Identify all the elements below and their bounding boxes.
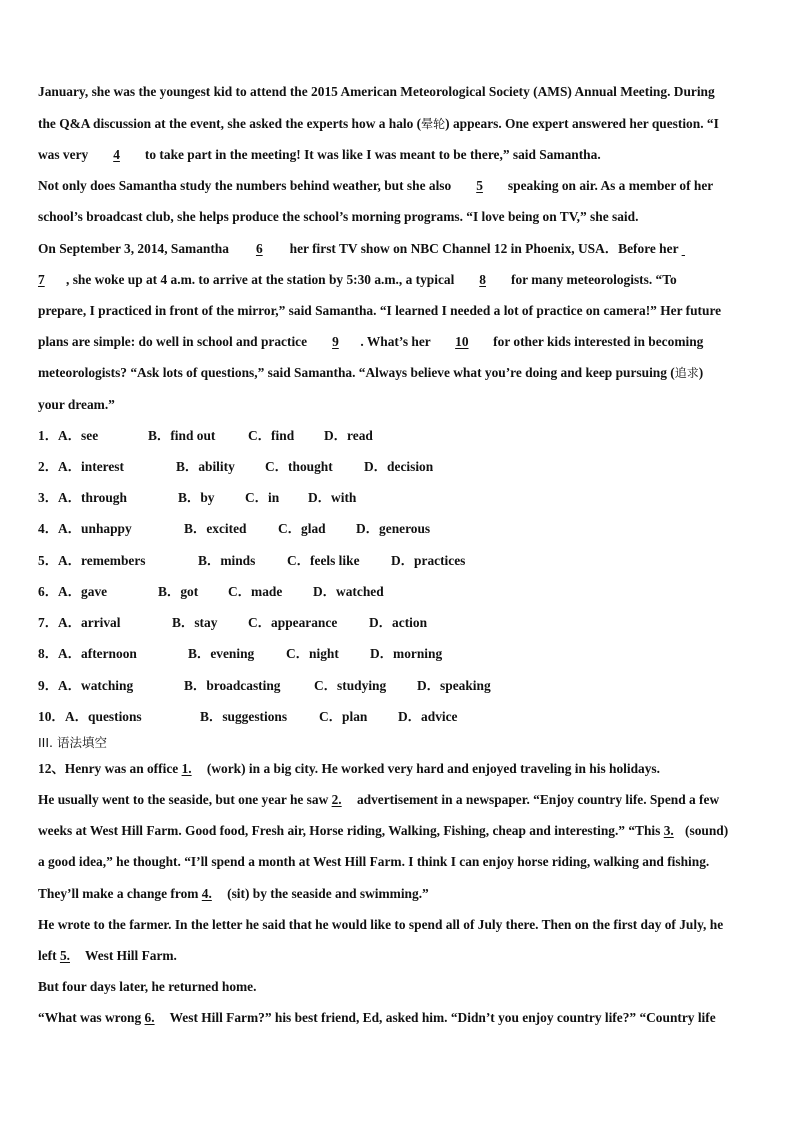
blank-6[interactable]: 6 <box>255 241 263 256</box>
grammar-text: (sit) by the seaside and swimming.” <box>223 886 429 901</box>
option-choice-d[interactable]: D．speaking <box>417 678 491 693</box>
passage-text: speaking on air. As a member of her <box>504 178 714 193</box>
option-choice-c[interactable]: C．plan <box>319 709 368 724</box>
passage-text: to take part in the meeting! It was like I was meant to be there,” said Samantha. <box>141 147 601 162</box>
grammar-text: He wrote to the farmer. In the letter he said that he would like to spend all of July there. Then on the first day of July, he <box>38 917 724 932</box>
passage-text: the Q&A discussion at the event, she asked the experts how a halo ( <box>38 116 422 131</box>
grammar-blank-6[interactable]: 6. <box>144 1010 155 1025</box>
option-choice-c[interactable]: C．night <box>286 646 339 661</box>
passage-text: , she woke up at 4 a.m. to arrive at the station by 5:30 a.m., a typical <box>66 272 458 287</box>
question-number: 6． <box>38 584 59 599</box>
option-choice-d[interactable]: D．read <box>324 428 373 443</box>
option-choice-a[interactable]: A．see <box>58 428 99 443</box>
passage-text: your dream.” <box>38 397 115 412</box>
option-choice-d[interactable]: D．decision <box>364 459 434 474</box>
question-number: 3． <box>38 490 59 505</box>
option-choice-a[interactable]: A．remembers <box>58 553 146 568</box>
option-choice-b[interactable]: B．by <box>178 490 215 505</box>
passage-line <box>38 209 638 225</box>
blank-7-start <box>682 241 704 257</box>
option-choice-c[interactable]: C．made <box>228 584 283 599</box>
passage-line <box>38 84 715 100</box>
option-choice-a[interactable]: A．arrival <box>58 615 121 630</box>
option-choice-d[interactable]: D．advice <box>398 709 458 724</box>
passage-text: her first TV show on NBC Channel 12 in Phoenix, USA．Before her <box>286 241 682 256</box>
option-choice-c[interactable]: C．feels like <box>287 553 360 568</box>
grammar-blank-5[interactable]: 5. <box>59 948 70 963</box>
option-choice-b[interactable]: B．evening <box>188 646 255 661</box>
passage-line <box>38 116 719 132</box>
option-choice-b[interactable]: B．got <box>158 584 199 599</box>
grammar-text: a good idea,” he thought. “I’ll spend a month at West Hill Farm. I think I can enjoy horse riding, walking and fishing. <box>38 854 710 869</box>
passage-text: ) appears. One expert answered her question. “I <box>445 116 719 131</box>
passage-text: Not only does Samantha study the numbers behind weather, but she also <box>38 178 455 193</box>
question-number: 4． <box>38 521 59 536</box>
option-choice-d[interactable]: D．practices <box>391 553 466 568</box>
passage-text: . What’s her <box>360 334 434 349</box>
passage-text: prepare, I practiced in front of the mirror,” said Samantha. “I learned I needed a lot of practice on camera!” Her future <box>38 303 722 318</box>
grammar-line <box>38 1010 716 1026</box>
option-choice-d[interactable]: D．morning <box>370 646 443 661</box>
blank-9[interactable]: 9 <box>332 334 339 349</box>
chinese-gloss: 晕轮 <box>421 117 446 131</box>
passage-line <box>38 365 703 381</box>
grammar-blank-1[interactable]: 1. <box>181 761 192 776</box>
grammar-text: 12、Henry was an office <box>38 761 182 776</box>
grammar-blank-3[interactable]: 3. <box>663 823 674 838</box>
option-choice-a[interactable]: A．through <box>58 490 127 505</box>
grammar-line <box>38 823 728 839</box>
grammar-line <box>38 917 723 933</box>
option-choice-b[interactable]: B．minds <box>198 553 256 568</box>
blank-7[interactable]: 7 <box>38 272 45 287</box>
passage-text: January, she was the youngest kid to attend the 2015 American Meteorological Society (AMS) Annual Meeting. During <box>38 84 715 99</box>
option-choice-c[interactable]: C．find <box>248 428 295 443</box>
option-choice-c[interactable]: C．thought <box>265 459 333 474</box>
option-choice-c[interactable]: C．studying <box>314 678 387 693</box>
passage-text: plans are simple: do well in school and practice <box>38 334 311 349</box>
grammar-text: weeks at West Hill Farm. Good food, Fresh air, Horse riding, Walking, Fishing, cheap and interesting.” “This <box>38 823 664 838</box>
question-number: 9． <box>38 678 59 693</box>
passage-text: ) <box>698 365 704 380</box>
passage-text: school’s broadcast club, she helps produce the school’s morning programs. “I love being on TV,” she said. <box>38 209 639 224</box>
question-number: 5． <box>38 553 59 568</box>
option-choice-c[interactable]: C．in <box>245 490 280 505</box>
option-choice-a[interactable]: A．watching <box>58 678 134 693</box>
passage-text: was very <box>38 147 92 162</box>
option-choice-c[interactable]: C．glad <box>278 521 326 536</box>
section-title: III. 语法填空 <box>38 735 108 750</box>
blank-8[interactable]: 8 <box>479 272 486 287</box>
grammar-blank-4[interactable]: 4. <box>201 886 212 901</box>
passage-line <box>38 397 115 413</box>
option-choice-c[interactable]: C．appearance <box>248 615 338 630</box>
grammar-text: “What was wrong <box>38 1010 145 1025</box>
passage-text: meteorologists? “Ask lots of questions,” said Samantha. “Always believe what you’re doing and keep pursuing ( <box>38 365 675 380</box>
grammar-line <box>38 854 709 870</box>
option-choice-a[interactable]: A．unhappy <box>58 521 132 536</box>
passage-text: for many meteorologists. “To <box>507 272 677 287</box>
option-choice-b[interactable]: B．suggestions <box>200 709 288 724</box>
grammar-text: But four days later, he returned home. <box>38 979 257 994</box>
grammar-line <box>38 948 177 964</box>
passage-text: On September 3, 2014, Samantha <box>38 241 233 256</box>
grammar-line <box>38 792 719 808</box>
option-choice-b[interactable]: B．find out <box>148 428 216 443</box>
passage-line <box>38 303 721 319</box>
question-number: 10． <box>38 709 65 724</box>
option-choice-b[interactable]: B．stay <box>172 615 218 630</box>
option-choice-a[interactable]: A．gave <box>58 584 108 599</box>
passage-line <box>38 241 704 257</box>
grammar-line <box>38 979 256 995</box>
option-choice-a[interactable]: A．questions <box>65 709 142 724</box>
chinese-gloss: 追求 <box>674 366 699 380</box>
passage-line <box>38 334 703 350</box>
blank-10[interactable]: 10 <box>455 334 469 349</box>
grammar-text: (work) in a big city. He worked very hard and enjoyed traveling in his holidays. <box>203 761 660 776</box>
question-number: 1． <box>38 428 59 443</box>
grammar-text: left <box>38 948 60 963</box>
option-choice-a[interactable]: A．afternoon <box>58 646 137 661</box>
grammar-blank-2[interactable]: 2. <box>331 792 342 807</box>
option-choice-d[interactable]: D．with <box>308 490 357 505</box>
grammar-text: advertisement in a newspaper. “Enjoy country life. Spend a few <box>353 792 720 807</box>
grammar-text: They’ll make a change from <box>38 886 202 901</box>
option-choice-b[interactable]: B．broadcasting <box>184 678 281 693</box>
option-choice-d[interactable]: D．action <box>369 615 428 630</box>
option-choice-b[interactable]: B．excited <box>184 521 247 536</box>
blank-4[interactable]: 4 <box>113 147 120 162</box>
option-choice-d[interactable]: D．generous <box>356 521 431 536</box>
question-number: 8． <box>38 646 59 661</box>
grammar-text: (sound) <box>681 823 729 838</box>
grammar-line <box>38 886 429 902</box>
grammar-line <box>38 761 660 777</box>
passage-line <box>38 147 601 163</box>
grammar-text: West Hill Farm?” his best friend, Ed, asked him. “Didn’t you enjoy country life?” “Country life <box>166 1010 716 1025</box>
option-choice-b[interactable]: B．ability <box>176 459 235 474</box>
grammar-text: West Hill Farm. <box>81 948 177 963</box>
passage-line <box>38 178 713 194</box>
passage-text: for other kids interested in becoming <box>489 334 704 349</box>
question-number: 7． <box>38 615 59 630</box>
option-choice-a[interactable]: A．interest <box>58 459 124 474</box>
blank-5[interactable]: 5 <box>476 178 483 193</box>
option-choice-d[interactable]: D．watched <box>313 584 384 599</box>
question-number: 2． <box>38 459 59 474</box>
grammar-text: He usually went to the seaside, but one year he saw <box>38 792 332 807</box>
passage-line <box>38 272 677 288</box>
